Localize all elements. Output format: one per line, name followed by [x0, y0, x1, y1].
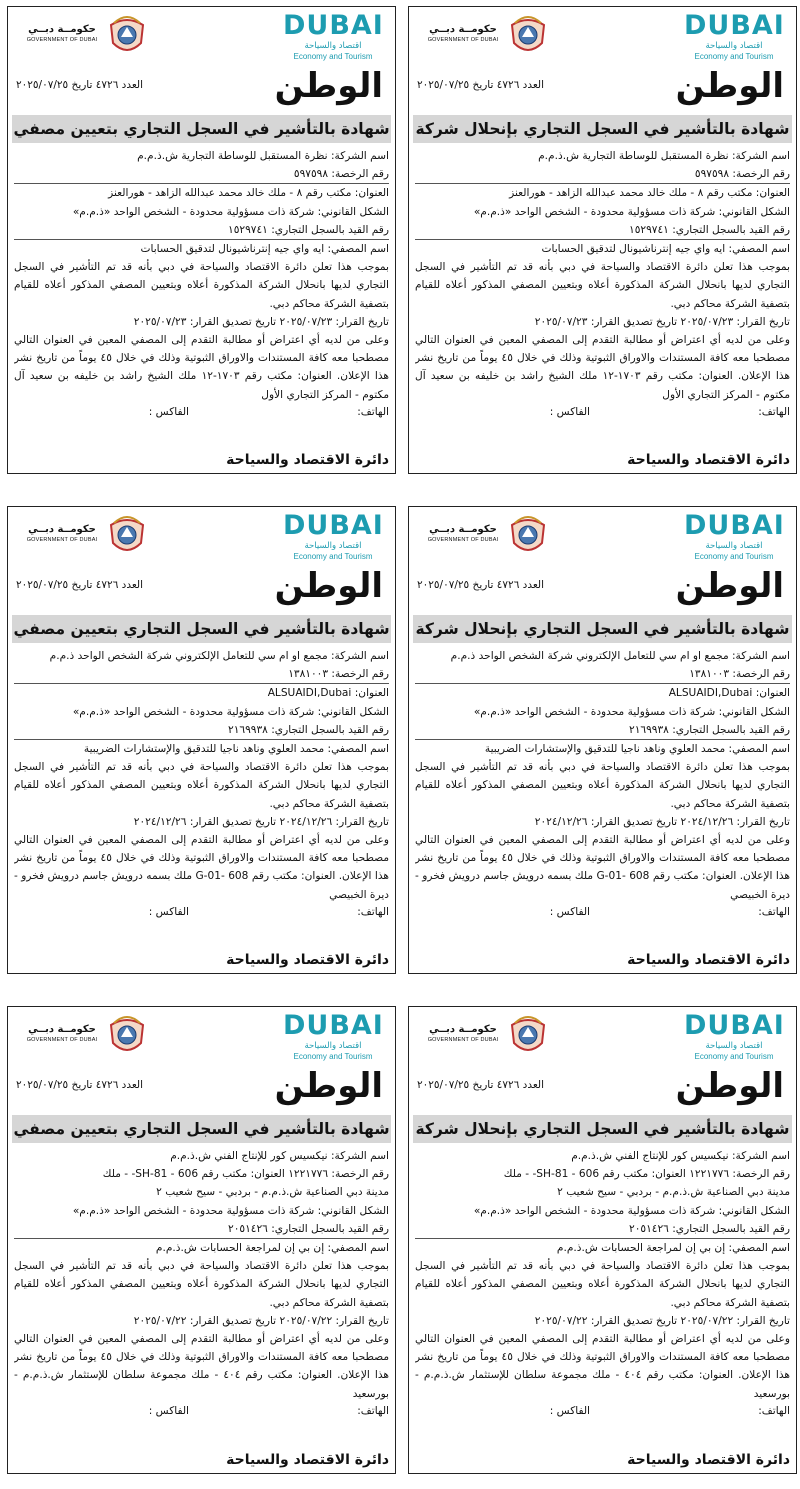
objection-text: وعلى من لديه أي اعتراض أو مطالبة التقدم إلى المصفي المعين في العنوان التالي مصطحبا معه كافة المستندات والاوراق الثبوتية وذلك في خلال ٤٥ يوماً من تاريخ نشر هذا الإعلان. العنوان: مكتب رقم G-01- 608 ملك بسمه درويش جاسم درويش فخرو - ديرة الخبيصي [14, 834, 389, 901]
contact-row [14, 404, 389, 420]
fax-label: الفاكس : [148, 405, 189, 418]
company-name: اسم الشركة: نيكسيس كور للإنتاج الفني ش.ذ.م.م [170, 1150, 389, 1162]
registry-number: رقم القيد بالسجل التجاري: ١٥٢٩٧٤١ [228, 223, 389, 236]
registry-number: رقم القيد بالسجل التجاري: ٢١٦٩٩٣٨ [228, 723, 389, 736]
issue-date: العدد ٤٧٢٦ تاريخ ٢٠٢٥/٠٧/٢٥ [16, 1079, 144, 1091]
phone-label: الهاتف: [758, 405, 790, 418]
dubai-logo-en: Economy and Tourism [694, 52, 774, 61]
announcement-text: بموجب هذا تعلن دائرة الاقتصاد والسياحة في دبي بأنه قد تم التأشير في السجل التجاري لديها بانحلال الشركة المذكورة أعلاه وبتعيين المصفي المذكور أعلاه للقيام بتصفية الشركة محاكم دبي. [415, 761, 790, 810]
objection-text: وعلى من لديه أي اعتراض أو مطالبة التقدم إلى المصفي المعين في العنوان التالي مصطحبا معه كافة المستندات والاوراق الثبوتية وذلك في خلال ٤٥ يوماً من تاريخ نشر هذا الإعلان. العنوان: مكتب رقم ٤٠٤ - ملك مجموعة سلطان للإستثمار ش.ذ.م.م - بورسعيد [14, 1333, 389, 1400]
gov-logo-en: GOVERNMENT OF DUBAI [26, 537, 98, 543]
notice-dissolution [408, 1006, 797, 1474]
dubai-logo-ar: اقتصاد والسياحة [304, 541, 362, 551]
registry-number: رقم القيد بالسجل التجاري: ٢٠٥١٤٢٦ [629, 1222, 790, 1235]
government-of-dubai-logo [16, 1023, 108, 1044]
government-of-dubai-logo [417, 1023, 509, 1044]
department-footer: دائرة الاقتصاد والسياحة [226, 452, 389, 468]
phone-label: الهاتف: [357, 905, 389, 918]
dubai-logo-text: DUBAI [684, 510, 785, 541]
issue-date: العدد ٤٧٢٦ تاريخ ٢٠٢٥/٠٧/٢٥ [16, 79, 144, 91]
department-footer: دائرة الاقتصاد والسياحة [627, 1452, 790, 1468]
dubai-emblem-icon [108, 513, 146, 559]
notice-title: شهادة بالتأشير في السجل التجاري بتعيين مصفي [12, 1115, 391, 1143]
notice-title: شهادة بالتأشير في السجل التجاري بإنحلال شركة [413, 115, 792, 143]
legal-form: الشكل القانوني: شركة ذات مسؤولية محدودة - الشخص الواحد «ذ.م.م» [473, 1204, 790, 1217]
contact-row [415, 404, 790, 420]
dubai-logo-text: DUBAI [283, 510, 384, 541]
company-address: مدينة دبي الصناعية ش.ذ.م.م - بردبي - سيح شعيب ٢ [557, 1186, 790, 1199]
newspaper-masthead: الوطن [274, 1066, 383, 1106]
newspaper-masthead: الوطن [675, 1066, 784, 1106]
phone-label: الهاتف: [357, 405, 389, 418]
company-address: العنوان: مكتب رقم ٨ - ملك خالد محمد عبدالله الزاهد - هورالعنز [108, 187, 389, 200]
company-name: اسم الشركة: نظرة المستقبل للوساطة التجارية ش.ذ.م.م [137, 150, 389, 162]
notice-dissolution [408, 6, 797, 474]
government-of-dubai-logo [16, 23, 108, 44]
notice-body [14, 647, 389, 943]
announcement-text: بموجب هذا تعلن دائرة الاقتصاد والسياحة في دبي بأنه قد تم التأشير في السجل التجاري لديها بانحلال الشركة المذكورة أعلاه وبتعيين المصفي المذكور أعلاه للقيام بتصفية الشركة محاكم دبي. [14, 761, 389, 810]
notice-body [415, 147, 790, 443]
gov-logo-ar: حكومــة دبــي [28, 524, 96, 535]
dubai-logo-text: DUBAI [283, 1010, 384, 1041]
decision-date: تاريخ القرار: ٢٠٢٤/١٢/٢٦ تاريخ تصديق القرار: ٢٠٢٤/١٢/٢٦ [133, 815, 389, 828]
dubai-logo-en: Economy and Tourism [293, 552, 373, 561]
registry-number: رقم القيد بالسجل التجاري: ١٥٢٩٧٤١ [629, 223, 790, 236]
notice-header [8, 7, 395, 113]
dubai-emblem-icon [108, 13, 146, 59]
gov-logo-ar: حكومــة دبــي [429, 1024, 497, 1035]
company-name: اسم الشركة: مجمع او ام سي للتعامل الإلكتروني شركة الشخص الواحد ذ.م.م [49, 650, 389, 662]
contact-row [14, 1403, 389, 1419]
gov-logo-en: GOVERNMENT OF DUBAI [427, 37, 499, 43]
department-footer: دائرة الاقتصاد والسياحة [226, 952, 389, 968]
dubai-logo-text: DUBAI [684, 10, 785, 41]
notice-body [415, 1147, 790, 1443]
phone-label: الهاتف: [758, 905, 790, 918]
objection-text: وعلى من لديه أي اعتراض أو مطالبة التقدم إلى المصفي المعين في العنوان التالي مصطحبا معه كافة المستندات والاوراق الثبوتية وذلك في خلال ٤٥ يوماً من تاريخ نشر هذا الإعلان. العنوان: مكتب رقم ١٧٠٣-١٢ ملك الشيخ راشد بن خليفه بن سعيد آل مكتوم - المركز التجاري الأول [14, 334, 389, 401]
company-name: اسم الشركة: نظرة المستقبل للوساطة التجارية ش.ذ.م.م [538, 150, 790, 162]
license-number: رقم الرخصة: ٥٩٧٥٩٨ [293, 168, 389, 181]
gov-logo-ar: حكومــة دبــي [429, 524, 497, 535]
liquidator-name: اسم المصفي: محمد العلوي وناهد ناجيا للتدقيق والإستشارات الضريبية [484, 743, 790, 756]
government-of-dubai-logo [417, 523, 509, 544]
dubai-emblem-icon [509, 1013, 547, 1059]
contact-row [415, 904, 790, 920]
decision-date: تاريخ القرار: ٢٠٢٥/٠٧/٢٣ تاريخ تصديق القرار: ٢٠٢٥/٠٧/٢٣ [534, 315, 790, 328]
license-number: رقم الرخصة: ١٢٢١٧٧٦ العنوان: مكتب رقم 606 - 81-SH- - ملك [503, 1168, 790, 1181]
gov-logo-en: GOVERNMENT OF DUBAI [427, 537, 499, 543]
liquidator-name: اسم المصفي: ايه واي جيه إنترناشيونال لتدقيق الحسابات [140, 243, 389, 256]
government-of-dubai-logo [16, 523, 108, 544]
legal-form: الشكل القانوني: شركة ذات مسؤولية محدودة - الشخص الواحد «ذ.م.م» [473, 205, 790, 218]
fax-label: الفاكس : [148, 905, 189, 918]
license-number: رقم الرخصة: ٥٩٧٥٩٨ [694, 168, 790, 181]
department-footer: دائرة الاقتصاد والسياحة [627, 452, 790, 468]
notice-body [14, 147, 389, 443]
newspaper-masthead: الوطن [675, 566, 784, 606]
decision-date: تاريخ القرار: ٢٠٢٥/٠٧/٢٢ تاريخ تصديق القرار: ٢٠٢٥/٠٧/٢٢ [133, 1314, 389, 1327]
gov-logo-ar: حكومــة دبــي [28, 1024, 96, 1035]
newspaper-masthead: الوطن [675, 66, 784, 106]
gov-logo-en: GOVERNMENT OF DUBAI [26, 1037, 98, 1043]
company-address: العنوان: ALSUAIDI,Dubai [267, 687, 389, 700]
company-name: اسم الشركة: مجمع او ام سي للتعامل الإلكتروني شركة الشخص الواحد ذ.م.م [450, 650, 790, 662]
dubai-logo-ar: اقتصاد والسياحة [705, 541, 763, 551]
notice-body [415, 647, 790, 943]
fax-label: الفاكس : [549, 1404, 590, 1417]
dubai-logo-en: Economy and Tourism [293, 52, 373, 61]
gov-logo-en: GOVERNMENT OF DUBAI [427, 1037, 499, 1043]
fax-label: الفاكس : [148, 1404, 189, 1417]
department-footer: دائرة الاقتصاد والسياحة [627, 952, 790, 968]
dubai-logo-ar: اقتصاد والسياحة [705, 1041, 763, 1051]
notice-title: شهادة بالتأشير في السجل التجاري بإنحلال شركة [413, 615, 792, 643]
contact-row [415, 1403, 790, 1419]
dubai-det-logo [684, 1011, 784, 1062]
legal-form: الشكل القانوني: شركة ذات مسؤولية محدودة - الشخص الواحد «ذ.م.م» [72, 205, 389, 218]
objection-text: وعلى من لديه أي اعتراض أو مطالبة التقدم إلى المصفي المعين في العنوان التالي مصطحبا معه كافة المستندات والاوراق الثبوتية وذلك في خلال ٤٥ يوماً من تاريخ نشر هذا الإعلان. العنوان: مكتب رقم G-01- 608 ملك بسمه درويش جاسم درويش فخرو - ديرة الخبيصي [415, 834, 790, 901]
fax-label: الفاكس : [549, 905, 590, 918]
dubai-emblem-icon [509, 513, 547, 559]
issue-date: العدد ٤٧٢٦ تاريخ ٢٠٢٥/٠٧/٢٥ [16, 579, 144, 591]
legal-form: الشكل القانوني: شركة ذات مسؤولية محدودة - الشخص الواحد «ذ.م.م» [72, 705, 389, 718]
dubai-logo-en: Economy and Tourism [293, 1052, 373, 1061]
announcement-text: بموجب هذا تعلن دائرة الاقتصاد والسياحة في دبي بأنه قد تم التأشير في السجل التجاري لديها بانحلال الشركة المذكورة أعلاه وبتعيين المصفي المذكور أعلاه للقيام بتصفية الشركة محاكم دبي. [415, 1260, 790, 1309]
fax-label: الفاكس : [549, 405, 590, 418]
notice-title: شهادة بالتأشير في السجل التجاري بتعيين مصفي [12, 115, 391, 143]
announcement-text: بموجب هذا تعلن دائرة الاقتصاد والسياحة في دبي بأنه قد تم التأشير في السجل التجاري لديها بانحلال الشركة المذكورة أعلاه وبتعيين المصفي المذكور أعلاه للقيام بتصفية الشركة محاكم دبي. [415, 261, 790, 310]
dubai-det-logo [283, 1011, 383, 1062]
license-number: رقم الرخصة: ١٣٨١٠٠٣ [689, 668, 790, 681]
dubai-logo-ar: اقتصاد والسياحة [304, 1041, 362, 1051]
dubai-logo-en: Economy and Tourism [694, 552, 774, 561]
dubai-det-logo [684, 511, 784, 562]
issue-date: العدد ٤٧٢٦ تاريخ ٢٠٢٥/٠٧/٢٥ [417, 79, 545, 91]
notice-liquidator-appointment [7, 6, 396, 474]
dubai-det-logo [684, 11, 784, 62]
liquidator-name: اسم المصفي: إن بي إن لمراجعة الحسابات ش.ذ.م.م [556, 1242, 790, 1255]
company-address: مدينة دبي الصناعية ش.ذ.م.م - بردبي - سيح شعيب ٢ [156, 1186, 389, 1199]
notice-header [409, 7, 796, 113]
dubai-logo-text: DUBAI [684, 1010, 785, 1041]
notice-header [8, 507, 395, 613]
company-name: اسم الشركة: نيكسيس كور للإنتاج الفني ش.ذ.م.م [571, 1150, 790, 1162]
legal-form: الشكل القانوني: شركة ذات مسؤولية محدودة - الشخص الواحد «ذ.م.م» [72, 1204, 389, 1217]
notice-body [14, 1147, 389, 1443]
phone-label: الهاتف: [357, 1404, 389, 1417]
announcement-text: بموجب هذا تعلن دائرة الاقتصاد والسياحة في دبي بأنه قد تم التأشير في السجل التجاري لديها بانحلال الشركة المذكورة أعلاه وبتعيين المصفي المذكور أعلاه للقيام بتصفية الشركة محاكم دبي. [14, 261, 389, 310]
newspaper-masthead: الوطن [274, 66, 383, 106]
government-of-dubai-logo [417, 23, 509, 44]
decision-date: تاريخ القرار: ٢٠٢٥/٠٧/٢٢ تاريخ تصديق القرار: ٢٠٢٥/٠٧/٢٢ [534, 1314, 790, 1327]
legal-form: الشكل القانوني: شركة ذات مسؤولية محدودة - الشخص الواحد «ذ.م.م» [473, 705, 790, 718]
liquidator-name: اسم المصفي: ايه واي جيه إنترناشيونال لتدقيق الحسابات [541, 243, 790, 256]
dubai-logo-ar: اقتصاد والسياحة [304, 41, 362, 51]
announcement-text: بموجب هذا تعلن دائرة الاقتصاد والسياحة في دبي بأنه قد تم التأشير في السجل التجاري لديها بانحلال الشركة المذكورة أعلاه وبتعيين المصفي المذكور أعلاه للقيام بتصفية الشركة محاكم دبي. [14, 1260, 389, 1309]
notice-title: شهادة بالتأشير في السجل التجاري بإنحلال شركة [413, 1115, 792, 1143]
objection-text: وعلى من لديه أي اعتراض أو مطالبة التقدم إلى المصفي المعين في العنوان التالي مصطحبا معه كافة المستندات والاوراق الثبوتية وذلك في خلال ٤٥ يوماً من تاريخ نشر هذا الإعلان. العنوان: مكتب رقم ٤٠٤ - ملك مجموعة سلطان للإستثمار ش.ذ.م.م - بورسعيد [415, 1333, 790, 1400]
dubai-logo-en: Economy and Tourism [694, 1052, 774, 1061]
dubai-emblem-icon [108, 1013, 146, 1059]
company-address: العنوان: ALSUAIDI,Dubai [668, 687, 790, 700]
dubai-emblem-icon [509, 13, 547, 59]
dubai-logo-ar: اقتصاد والسياحة [705, 41, 763, 51]
gov-logo-en: GOVERNMENT OF DUBAI [26, 37, 98, 43]
dubai-det-logo [283, 11, 383, 62]
liquidator-name: اسم المصفي: إن بي إن لمراجعة الحسابات ش.ذ.م.م [155, 1242, 389, 1255]
registry-number: رقم القيد بالسجل التجاري: ٢١٦٩٩٣٨ [629, 723, 790, 736]
gov-logo-ar: حكومــة دبــي [28, 24, 96, 35]
notice-header [409, 1007, 796, 1113]
registry-number: رقم القيد بالسجل التجاري: ٢٠٥١٤٢٦ [228, 1222, 389, 1235]
issue-date: العدد ٤٧٢٦ تاريخ ٢٠٢٥/٠٧/٢٥ [417, 1079, 545, 1091]
notice-liquidator-appointment [7, 1006, 396, 1474]
liquidator-name: اسم المصفي: محمد العلوي وناهد ناجيا للتدقيق والإستشارات الضريبية [83, 743, 389, 756]
notice-header [409, 507, 796, 613]
dubai-det-logo [283, 511, 383, 562]
dubai-logo-text: DUBAI [283, 10, 384, 41]
notice-header [8, 1007, 395, 1113]
notice-liquidator-appointment [7, 506, 396, 974]
decision-date: تاريخ القرار: ٢٠٢٥/٠٧/٢٣ تاريخ تصديق القرار: ٢٠٢٥/٠٧/٢٣ [133, 315, 389, 328]
company-address: العنوان: مكتب رقم ٨ - ملك خالد محمد عبدالله الزاهد - هورالعنز [509, 187, 790, 200]
notice-title: شهادة بالتأشير في السجل التجاري بتعيين مصفي [12, 615, 391, 643]
license-number: رقم الرخصة: ١٢٢١٧٧٦ العنوان: مكتب رقم 606 - 81-SH- - ملك [102, 1168, 389, 1181]
license-number: رقم الرخصة: ١٣٨١٠٠٣ [288, 668, 389, 681]
notice-dissolution [408, 506, 797, 974]
phone-label: الهاتف: [758, 1404, 790, 1417]
department-footer: دائرة الاقتصاد والسياحة [226, 1452, 389, 1468]
contact-row [14, 904, 389, 920]
newspaper-masthead: الوطن [274, 566, 383, 606]
decision-date: تاريخ القرار: ٢٠٢٤/١٢/٢٦ تاريخ تصديق القرار: ٢٠٢٤/١٢/٢٦ [534, 815, 790, 828]
gov-logo-ar: حكومــة دبــي [429, 24, 497, 35]
objection-text: وعلى من لديه أي اعتراض أو مطالبة التقدم إلى المصفي المعين في العنوان التالي مصطحبا معه كافة المستندات والاوراق الثبوتية وذلك في خلال ٤٥ يوماً من تاريخ نشر هذا الإعلان. العنوان: مكتب رقم ١٧٠٣-١٢ ملك الشيخ راشد بن خليفه بن سعيد آل مكتوم - المركز التجاري الأول [415, 334, 790, 401]
issue-date: العدد ٤٧٢٦ تاريخ ٢٠٢٥/٠٧/٢٥ [417, 579, 545, 591]
